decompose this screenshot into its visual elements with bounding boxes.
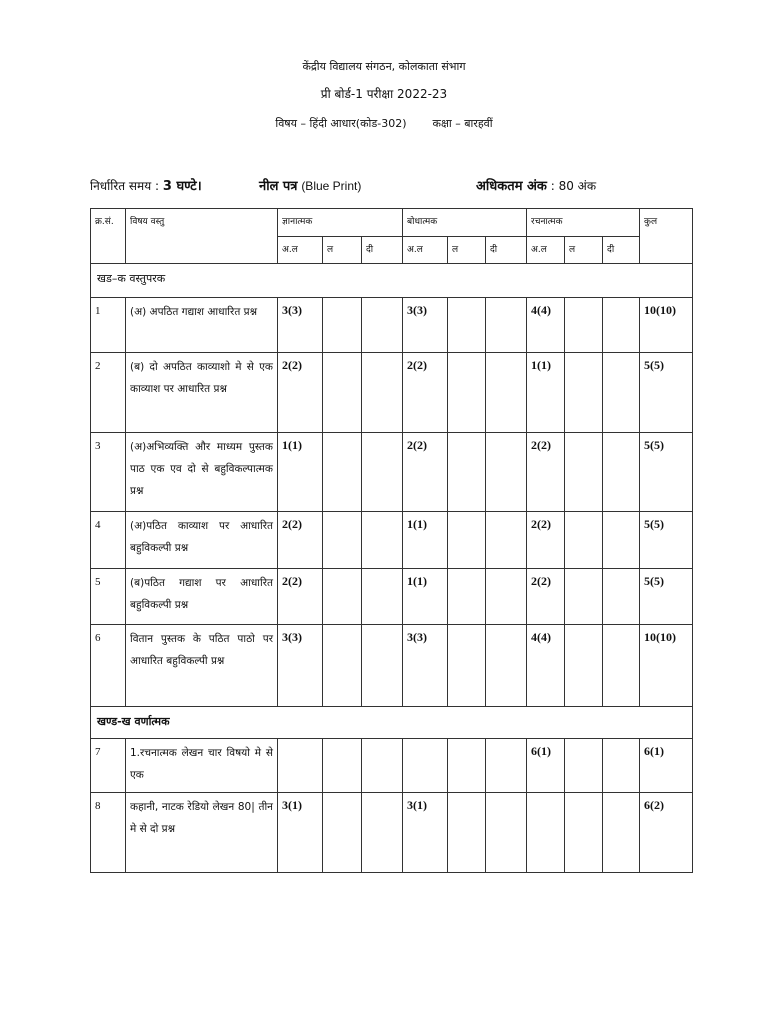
row-topic: वितान पुस्तक के पठित पाठो पर आधारित बहुविकल्पी प्रश्न [126, 625, 278, 707]
cell-value [603, 298, 640, 353]
cell-value [362, 512, 403, 569]
cell-value: 3(1) [278, 793, 323, 873]
cell-value [323, 569, 362, 625]
blueprint-label: नील पत्र [259, 179, 298, 194]
cell-value [448, 298, 486, 353]
table-row [91, 739, 693, 793]
time-allowed [90, 176, 202, 194]
max-marks [476, 176, 596, 194]
row-number: 2 [91, 353, 126, 433]
header-row [91, 209, 693, 237]
cell-value: 2(2) [527, 569, 565, 625]
blueprint-english: (Blue Print) [301, 179, 362, 193]
sub-header: दी [362, 237, 403, 264]
cell-value [323, 739, 362, 793]
sub-header: अ.ल [278, 237, 323, 264]
row-number: 6 [91, 625, 126, 707]
sub-header: ल [565, 237, 603, 264]
table-row [91, 569, 693, 625]
table-row [91, 353, 693, 433]
cell-value [448, 569, 486, 625]
row-number: 5 [91, 569, 126, 625]
cell-value [527, 793, 565, 873]
row-topic: (ब) दो अपठित काव्याशो मे से एक काव्याश पर आधारित प्रश्न [126, 353, 278, 433]
time-value: 3 घण्टे। [162, 179, 202, 194]
cell-value [603, 625, 640, 707]
cell-value [362, 433, 403, 512]
cell-value [565, 353, 603, 433]
cell-value [362, 625, 403, 707]
cell-value [323, 512, 362, 569]
cell-value [323, 353, 362, 433]
cell-value: 1(1) [403, 569, 448, 625]
section-b-title: खण्ड-ख वर्णात्मक [91, 707, 693, 739]
cell-value [565, 793, 603, 873]
cell-value: 6(1) [527, 739, 565, 793]
cell-value [486, 739, 527, 793]
row-topic: (ब)पठित गद्याश पर आधारित बहुविकल्पी प्रश्न [126, 569, 278, 625]
row-topic: (अ)अभिव्यक्ति और माध्यम पुस्तक पाठ एक एव दो से बहुविकल्पात्मक प्रश्न [126, 433, 278, 512]
cell-value [362, 569, 403, 625]
row-total: 5(5) [640, 569, 693, 625]
row-number: 8 [91, 793, 126, 873]
cell-value [486, 793, 527, 873]
cell-value [603, 512, 640, 569]
row-topic: (अ) अपठित गद्याश आधारित प्रश्न [126, 298, 278, 353]
row-topic: 1.रचनात्मक लेखन चार विषयो मे से एक [126, 739, 278, 793]
cell-value [565, 512, 603, 569]
subject-line [0, 116, 768, 131]
cell-value [565, 298, 603, 353]
time-label: निर्धारित समय : [90, 179, 160, 193]
cell-value [486, 569, 527, 625]
sub-header: अ.ल [527, 237, 565, 264]
row-total: 5(5) [640, 433, 693, 512]
sub-header: ल [323, 237, 362, 264]
cell-value: 3(3) [278, 625, 323, 707]
row-number: 1 [91, 298, 126, 353]
cell-value [486, 353, 527, 433]
cell-value: 1(1) [278, 433, 323, 512]
section-a-title: खड–क वस्तुपरक [91, 264, 693, 298]
sub-header: दी [486, 237, 527, 264]
org-title: केंद्रीय विद्यालय संगठन, कोलकाता संभाग [302, 60, 466, 73]
row-number: 7 [91, 739, 126, 793]
cell-value [448, 625, 486, 707]
col-content-header: विषय वस्तु [126, 209, 278, 264]
sub-header: दी [603, 237, 640, 264]
cell-value [362, 298, 403, 353]
cell-value: 2(2) [278, 512, 323, 569]
row-total: 5(5) [640, 512, 693, 569]
cell-value: 3(3) [278, 298, 323, 353]
cell-value [448, 433, 486, 512]
cell-value: 4(4) [527, 625, 565, 707]
cell-value [323, 793, 362, 873]
blueprint-heading [259, 176, 361, 194]
cell-value [603, 353, 640, 433]
col-sno-header: क्र.सं. [91, 209, 126, 264]
cell-value [565, 625, 603, 707]
section-row [91, 707, 693, 739]
cell-value [565, 569, 603, 625]
cell-value: 2(2) [278, 569, 323, 625]
cell-value: 2(2) [527, 433, 565, 512]
row-number: 4 [91, 512, 126, 569]
cell-value [603, 569, 640, 625]
sub-header: अ.ल [403, 237, 448, 264]
sub-header: ल [448, 237, 486, 264]
cell-value: 3(3) [403, 625, 448, 707]
cell-value [278, 739, 323, 793]
section-row [91, 264, 693, 298]
cell-value [486, 433, 527, 512]
table-row [91, 512, 693, 569]
cell-value: 2(2) [527, 512, 565, 569]
cell-value [486, 298, 527, 353]
col-understanding-header: बोधात्मक [403, 209, 527, 237]
cell-value: 2(2) [403, 353, 448, 433]
cell-value [603, 793, 640, 873]
cell-value [362, 353, 403, 433]
cell-value: 1(1) [403, 512, 448, 569]
col-knowledge-header: ज्ञानात्मक [278, 209, 403, 237]
cell-value [403, 739, 448, 793]
col-total-header: कुल [640, 209, 693, 264]
row-topic: (अ)पठित काव्याश पर आधारित बहुविकल्पी प्रश्न [126, 512, 278, 569]
cell-value [565, 739, 603, 793]
subject-label: विषय – हिंदी आधार(कोड-302) [275, 117, 407, 130]
cell-value: 3(3) [403, 298, 448, 353]
cell-value [448, 512, 486, 569]
row-total: 5(5) [640, 353, 693, 433]
cell-value [603, 739, 640, 793]
cell-value [486, 625, 527, 707]
row-total: 10(10) [640, 625, 693, 707]
table-row [91, 433, 693, 512]
cell-value [448, 739, 486, 793]
cell-value: 4(4) [527, 298, 565, 353]
cell-value [448, 793, 486, 873]
row-total: 6(1) [640, 739, 693, 793]
cell-value [603, 433, 640, 512]
row-total: 10(10) [640, 298, 693, 353]
cell-value [486, 512, 527, 569]
table-row [91, 793, 693, 873]
cell-value [362, 793, 403, 873]
max-marks-label: अधिकतम अंक [476, 179, 547, 194]
cell-value: 2(2) [403, 433, 448, 512]
cell-value: 1(1) [527, 353, 565, 433]
cell-value [323, 433, 362, 512]
row-total: 6(2) [640, 793, 693, 873]
cell-value: 2(2) [278, 353, 323, 433]
row-topic: कहानी, नाटक रेडियो लेखन 80| तीन मे से दो प्रश्न [126, 793, 278, 873]
cell-value: 3(1) [403, 793, 448, 873]
cell-value [448, 353, 486, 433]
row-number: 3 [91, 433, 126, 512]
blueprint-table [90, 208, 693, 873]
exam-title: प्री बोर्ड-1 परीक्षा 2022-23 [320, 87, 448, 101]
table-row [91, 298, 693, 353]
class-label: कक्षा – बारहवीं [432, 117, 493, 130]
cell-value [323, 298, 362, 353]
table-row [91, 625, 693, 707]
cell-value [565, 433, 603, 512]
max-marks-value: : 80 अंक [550, 179, 597, 193]
cell-value [323, 625, 362, 707]
cell-value [362, 739, 403, 793]
col-creative-header: रचनात्मक [527, 209, 640, 237]
